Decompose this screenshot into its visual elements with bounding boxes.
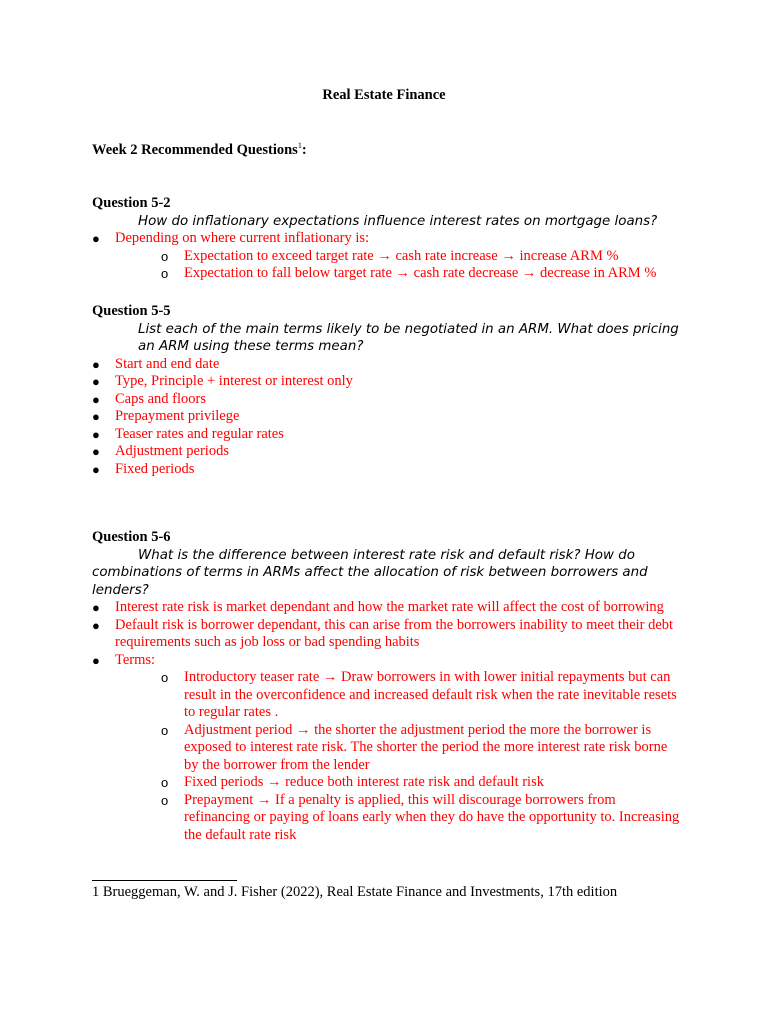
week-heading-text: Week 2 Recommended Questions (92, 142, 298, 158)
answer-text: Type, Principle + interest or interest only (115, 373, 353, 389)
sub-answer-item (161, 792, 682, 845)
bullet-icon: ● (92, 461, 100, 477)
sub-answer-item (161, 265, 682, 283)
sub-answer-text: Expectation to exceed target rate → cash rate increase → increase ARM % (184, 247, 619, 264)
question-heading: Question 5-5 (92, 303, 171, 319)
bullet-icon: ● (92, 409, 100, 424)
bullet-icon: ● (92, 444, 100, 459)
bullet-icon: ● (92, 391, 100, 407)
question-heading: Question 5-2 (92, 195, 171, 211)
document-title: Real Estate Finance (322, 87, 446, 103)
answer-item (92, 356, 682, 374)
answer-item (92, 391, 682, 409)
answer-text: Teaser rates and regular rates (115, 425, 284, 442)
sub-answer-list (115, 669, 682, 844)
answer-list (92, 230, 682, 283)
bullet-icon: ● (92, 600, 100, 615)
answer-text: Interest rate risk is market dependant and how the market rate will affect the cost of borrowing (115, 599, 664, 615)
bullet-icon: ● (92, 426, 100, 442)
question-5-5 (92, 303, 682, 478)
sub-answer-text: Adjustment period → the shorter the adjustment period the more the borrower is exposed to interest rate risk. The shorter the period the more interest rate risk borne by the borrower from the lender (184, 721, 668, 773)
answer-text: Adjustment periods (115, 443, 229, 459)
answer-item (92, 461, 682, 479)
question-5-2 (92, 195, 682, 283)
bullet-icon: ● (92, 652, 100, 668)
footnote: 1 Brueggeman, W. and J. Fisher (2022), Real Estate Finance and Investments, 17th edition (92, 884, 618, 900)
sub-answer-text: Fixed periods → reduce both interest rate risk and default risk (184, 774, 544, 790)
circle-bullet-icon: o (161, 775, 169, 790)
sub-answer-item (161, 722, 682, 775)
bullet-icon: ● (92, 374, 100, 389)
answer-text: Default risk is borrower dependant, this can arise from the borrowers inability to meet their debt requirements such as job loss or bad spending habits (115, 616, 674, 650)
answer-item (92, 408, 682, 426)
sub-answer-list (115, 248, 682, 283)
bullet-icon: ● (92, 617, 100, 633)
answer-text: Caps and floors (115, 390, 207, 407)
circle-bullet-icon: o (161, 722, 169, 738)
sub-answer-item (161, 669, 682, 722)
bullet-icon: ● (92, 356, 100, 372)
question-text: List each of the main terms likely to be negotiated in an ARM. What does pricing an ARM using these terms mean? (138, 321, 679, 354)
sub-answer-text: Introductory teaser rate → Draw borrowers in with lower initial repayments but can result in the overconfidence and increased default risk when the rate inevitable resets to regular rates . (184, 669, 677, 720)
week-heading-suffix: : (301, 142, 307, 158)
answer-text: Start and end date (115, 355, 220, 372)
sub-answer-item (161, 774, 682, 792)
answer-list (92, 356, 682, 479)
question-text: How do inflationary expectations influence interest rates on mortgage loans? (138, 213, 658, 229)
circle-bullet-icon: o (161, 248, 169, 264)
answer-item (92, 617, 682, 652)
sub-answer-item (161, 248, 682, 266)
circle-bullet-icon: o (161, 266, 169, 281)
sub-answer-text: Prepayment → If a penalty is applied, this will discourage borrowers from refinancing or paying of loans early when they do have the opportunity to. Increasing the default rate risk (184, 791, 680, 843)
footnote-divider (92, 880, 237, 881)
answer-text: Prepayment privilege (115, 408, 240, 424)
answer-item (92, 599, 682, 617)
footnote-reference: 1 (297, 141, 302, 151)
question-5-6 (92, 529, 682, 844)
answer-text: Terms: (115, 651, 156, 668)
answer-text: Depending on where current inflationary is: (115, 230, 370, 246)
answer-text: Fixed periods (115, 460, 195, 477)
answer-item (92, 373, 682, 391)
bullet-icon: ● (92, 231, 100, 246)
sub-answer-text: Expectation to fall below target rate → cash rate decrease → decrease in ARM % (184, 265, 657, 281)
question-heading: Question 5-6 (92, 529, 171, 545)
answer-list (92, 599, 682, 844)
answer-item (92, 652, 682, 845)
answer-item (92, 426, 682, 444)
circle-bullet-icon: o (161, 792, 169, 808)
answer-item (92, 230, 682, 283)
week-heading (92, 142, 307, 159)
question-text: What is the difference between interest rate risk and default risk? How do combinations of terms in ARMs affect the allocation of risk between borrowers and lenders? (92, 547, 648, 598)
answer-item (92, 443, 682, 461)
circle-bullet-icon: o (161, 670, 169, 685)
